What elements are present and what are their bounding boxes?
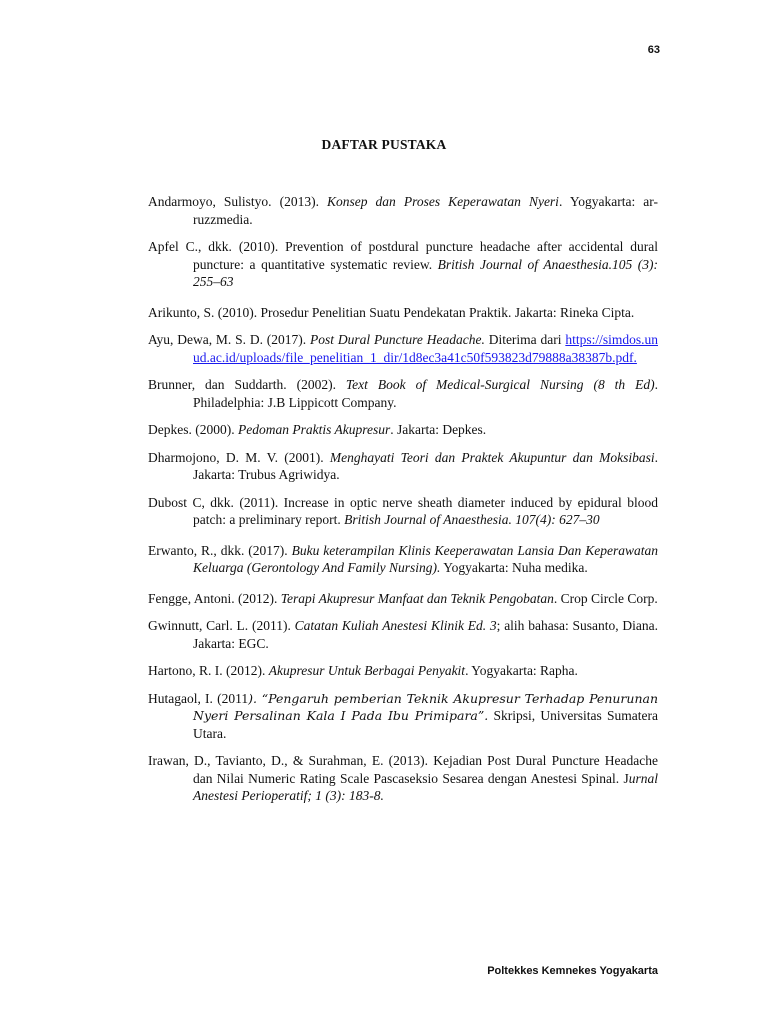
reference-item: Apfel C., dkk. (2010). Prevention of postdural puncture headache after accidental dural puncture: a quantitative systematic review. British Journal of Anaesthesia.105 (3): 255–63	[148, 239, 658, 289]
page-title: DAFTAR PUSTAKA	[321, 137, 447, 152]
reference-item: Depkes. (2000). Pedoman Praktis Akupresur. Jakarta: Depkes.	[148, 422, 487, 437]
footer-institution: Poltekkes Kemnekes Yogyakarta	[487, 965, 658, 977]
reference-item: Arikunto, S. (2010). Prosedur Penelitian Suatu Pendekatan Praktik. Jakarta: Rineka Cipta.	[148, 304, 635, 320]
reference-item: Erwanto, R., dkk. (2017). Buku keterampilan Klinis Keeperawatan Lansia Dan Keperawatan Keluarga (Gerontology And Family Nursing). Yogyakarta: Nuha medika.	[148, 542, 658, 575]
reference-item: Hutagaol, I. (2011). “Pengaruh pemberian Teknik Akupresur Terhadap Penurunan Nyeri Persalinan Kala I Pada Ibu Primipara”. Skripsi, Universitas Sumatera Utara.	[148, 690, 659, 741]
reference-item: Ayu, Dewa, M. S. D. (2017). Post Dural Puncture Headache. Diterima dari https://simdos.unud.ac.id/uploads/file_penelitian_1_dir/1d8ec3a41c50f593823d79888a38387b.pdf.	[148, 332, 658, 365]
reference-item: Hartono, R. I. (2012). Akupresur Untuk Berbagai Penyakit. Yogyakarta: Rapha.	[148, 663, 578, 678]
reference-link[interactable]: https://simdos.unud.ac.id/uploads/file_penelitian_1_dir/1d8ec3a41c50f593823d79888a38387b.pdf.	[193, 332, 658, 365]
reference-item: Dubost C, dkk. (2011). Increase in optic nerve sheath diameter induced by epidural blood patch: a preliminary report. British Journal of Anaesthesia. 107(4): 627–30	[148, 494, 658, 527]
reference-item: Dharmojono, D. M. V. (2001). Menghayati Teori dan Praktek Akupuntur dan Moksibasi. Jakarta: Trubus Agriwidya.	[148, 449, 659, 482]
reference-item: Irawan, D., Tavianto, D., & Surahman, E. (2013). Kejadian Post Dural Puncture Headache dan Nilai Numeric Rating Scale Pascaseksio Sesarea dengan Anestesi Spinal. Jurnal Anestesi Perioperatif; 1 (3): 183-8.	[148, 753, 658, 803]
reference-item: Fengge, Antoni. (2012). Terapi Akupresur Manfaat dan Teknik Pengobatan. Crop Circle Corp.	[148, 590, 658, 606]
reference-item: Brunner, dan Suddarth. (2002). Text Book of Medical-Surgical Nursing (8 th Ed). Philadelphia: J.B Lippicott Company.	[148, 377, 658, 410]
reference-item: Andarmoyo, Sulistyo. (2013). Konsep dan Proses Keperawatan Nyeri. Yogyakarta: ar-ruzzmedia.	[148, 194, 658, 227]
reference-list	[148, 193, 658, 815]
page-number: 63	[647, 44, 660, 56]
reference-item: Gwinnutt, Carl. L. (2011). Catatan Kuliah Anestesi Klinik Ed. 3; alih bahasa: Susanto, Diana. Jakarta: EGC.	[148, 618, 658, 651]
